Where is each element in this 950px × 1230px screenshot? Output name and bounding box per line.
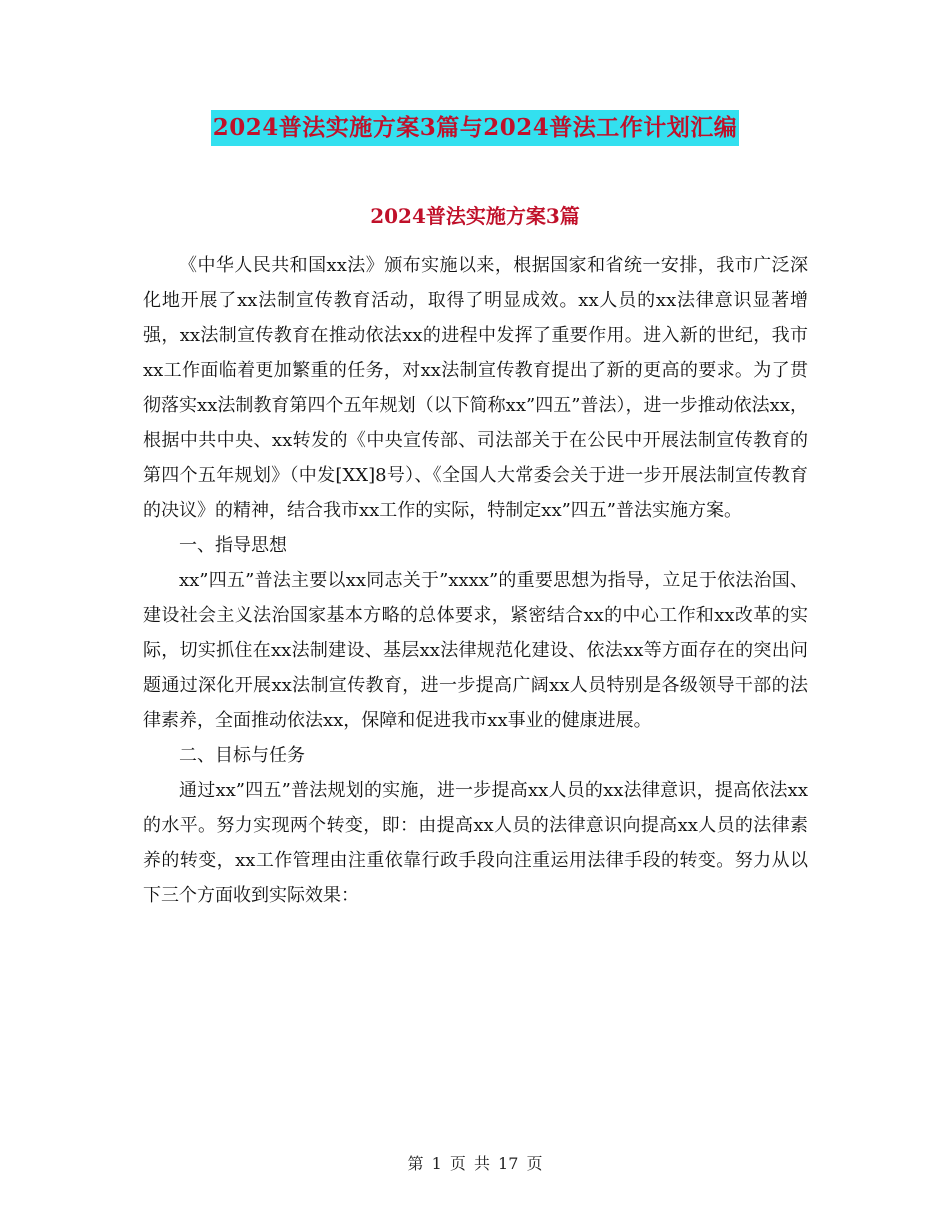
page-footer: 第 1 页 共 17 页 <box>407 1154 543 1173</box>
document-title: 2024普法实施方案3篇与2024普法工作计划汇编 <box>211 110 740 146</box>
document-title-wrapper <box>0 110 950 146</box>
section-title: 2024普法实施方案3篇 <box>370 204 580 228</box>
heading-guiding-ideology: 一、指导思想 <box>179 535 287 556</box>
document-body <box>143 248 808 913</box>
heading-goals-tasks: 二、目标与任务 <box>179 745 305 766</box>
paragraph-guiding-ideology: xx”四五”普法主要以xx同志关于”xxxx”的重要思想为指导，立足于依法治国、建设社会主义法治国家基本方略的总体要求，紧密结合xx的中心工作和xx改革的实际，切实抓住在xx法制建设、基层xx法律规范化建设、依法xx等方面存在的突出问题通过深化开展xx法制宣传教育，进一步提高广阔xx人员特别是各级领导干部的法律素养，全面推动依法xx，保障和促进我市xx事业的健康进展。 <box>143 570 808 731</box>
paragraph-intro: 《中华人民共和国xx法》颁布实施以来，根据国家和省统一安排，我市广泛深化地开展了xx法制宣传教育活动，取得了明显成效。xx人员的xx法律意识显著增强，xx法制宣传教育在推动依法xx的进程中发挥了重要作用。进入新的世纪，我市xx工作面临着更加繁重的任务，对xx法制宣传教育提出了新的更高的要求。为了贯彻落实xx法制教育第四个五年规划（以下简称xx”四五”普法），进一步推动依法xx，根据中共中央、xx转发的《中央宣传部、司法部关于在公民中开展法制宣传教育的第四个五年规划》（中发[XX]8号）、《全国人大常委会关于进一步开展法制宣传教育的决议》的精神，结合我市xx工作的实际，特制定xx”四五”普法实施方案。 <box>143 255 808 521</box>
paragraph-goals-tasks: 通过xx”四五”普法规划的实施，进一步提高xx人员的xx法律意识，提高依法xx的水平。努力实现两个转变，即：由提高xx人员的法律意识向提高xx人员的法律素养的转变，xx工作管理由注重依靠行政手段向注重运用法律手段的转变。努力从以下三个方面收到实际效果： <box>143 780 808 906</box>
